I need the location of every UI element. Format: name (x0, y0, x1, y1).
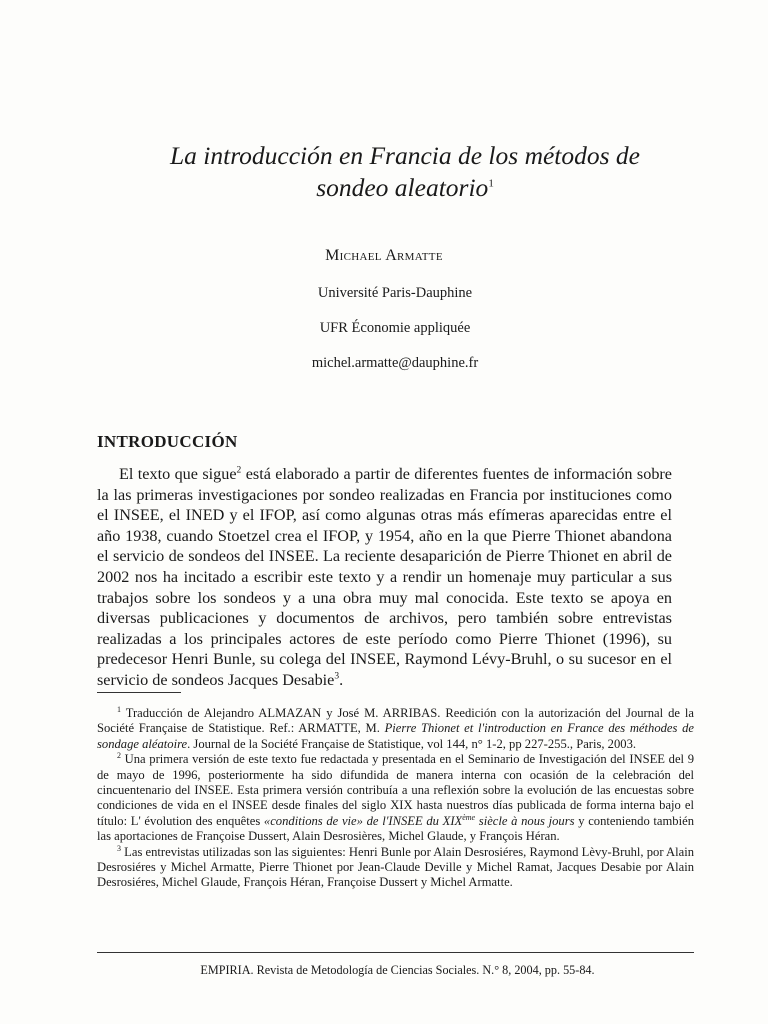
footnote-ref-2: 2 (236, 465, 242, 476)
body-text-part-1: El texto que sigue (119, 465, 237, 483)
body-paragraph (97, 464, 672, 691)
footnote-2-text-b: y conteniendo también las aportaciones de Françoise Dussert, Alain Desrosières, Michel Glaude, y François Héran. (97, 813, 694, 844)
author-name: Michael Armatte (325, 247, 443, 264)
body-text-part-3: . (339, 670, 344, 689)
article-title (110, 140, 700, 204)
footnote-1-number: 1 (117, 704, 121, 714)
body-text-part-2: está elaborado a partir de diferentes fuentes de información sobre la las primeras investigaciones por sondeo realizadas en Francia por instituciones como el INSEE, el INED y el IFOP, así como algunas otras más efímeras aparecidas entre el año 1938, cuando Stoetzel crea el IFOP, y 1954, año en la que Pierre Thionet abandona el servicio de sondeos del INSEE. La reciente desaparición de Pierre Thionet en abril de 2002 nos ha incitado a escribir este texto y a rendir un homenaje muy particular a sus trabajos sobre los sondeos y a una obra muy mal conocida. Este texto se apoya en diversas publicaciones y documentos de archivos, pero también sobre entrevistas realizadas a los principales actores de este período como Pierre Thionet (1996), su predecesor Henri Bunle, su colega del INSEE, Raymond Lévy-Bruhl, o su sucesor en el servicio de sondeos Jacques Desabie (97, 465, 672, 689)
journal-footer: EMPIRIA. Revista de Metodología de Ciencias Sociales. N.° 8, 2004, pp. 55-84. (200, 963, 595, 977)
title-line-2 (110, 172, 700, 204)
footnote-3-text: Las entrevistas utilizadas son las siguientes: Henri Bunle por Alain Desrosiéres, Raymond Lèvy-Bruhl, por Alain Desrosiéres y Michel Armatte, Pierre Thionet por Jean-Claude Deville y Michel Ramat, Jacques Desabie por Alain Desrosiéres, Michel Glaude, François Héran, Françoise Dussert y Michel Armatte. (97, 844, 694, 890)
footnote-2-number: 2 (117, 751, 121, 761)
section-heading: INTRODUCCIÓN (97, 432, 238, 451)
author-email: michel.armatte@dauphine.fr (311, 355, 479, 371)
footnote-separator (97, 692, 181, 693)
affiliation-university: Université Paris-Dauphine (317, 285, 473, 301)
footnote-2-italic-a: «conditions de vie» de l'INSEE du XIX (263, 813, 463, 828)
paragraph-text (97, 464, 672, 691)
affiliation-unit: UFR Économie appliquée (319, 320, 471, 336)
footnote-3 (97, 845, 694, 891)
footnote-1 (97, 706, 694, 752)
footnote-1-text-a: Traducción de Alejandro ALMAZAN y José M. ARRIBAS. Reedición con la autorización del Journal de la Société Française de Statistique. Ref.: ARMATTE, M. (97, 706, 694, 736)
footnote-2-italic-sup: ème (462, 812, 476, 822)
footnote-1-italic: Pierre Thionet et l'introduction en France des méthodes de sondage aléatoire (97, 721, 694, 751)
footnote-1-text-b: . Journal de la Société Française de Statistique, vol 144, n° 1-2, pp 227-255., Paris, 2003. (187, 736, 637, 751)
title-line-1: La introducción en Francia de los métodos de (169, 141, 641, 170)
footnote-2 (97, 752, 694, 844)
title-line-2-text: sondeo aleatorio (316, 173, 489, 202)
title-footnote-marker: 1 (488, 177, 494, 190)
footnote-2-text-a: Una primera versión de este texto fue redactada y presentada en el Seminario de Investigación del INSEE del 9 de mayo de 1996, posteriormente ha sido difundida de manera interna con ocasión de la celebración del cincuentenario del INSEE. Esta primera versión contribuía a una reflexión sobre la evolución de las encuestas sobre condiciones de vida en el INSEE desde finales del siglo XIX hasta nuestros días publicada de forma interna bajo el título: L' évolution des enquêtes (97, 752, 694, 828)
footnotes (97, 706, 694, 891)
footer-rule (97, 952, 694, 953)
footnote-ref-3: 3 (334, 671, 340, 682)
footnote-3-number: 3 (117, 843, 121, 853)
footnote-2-italic-b: siècle à nous jours (475, 813, 575, 828)
